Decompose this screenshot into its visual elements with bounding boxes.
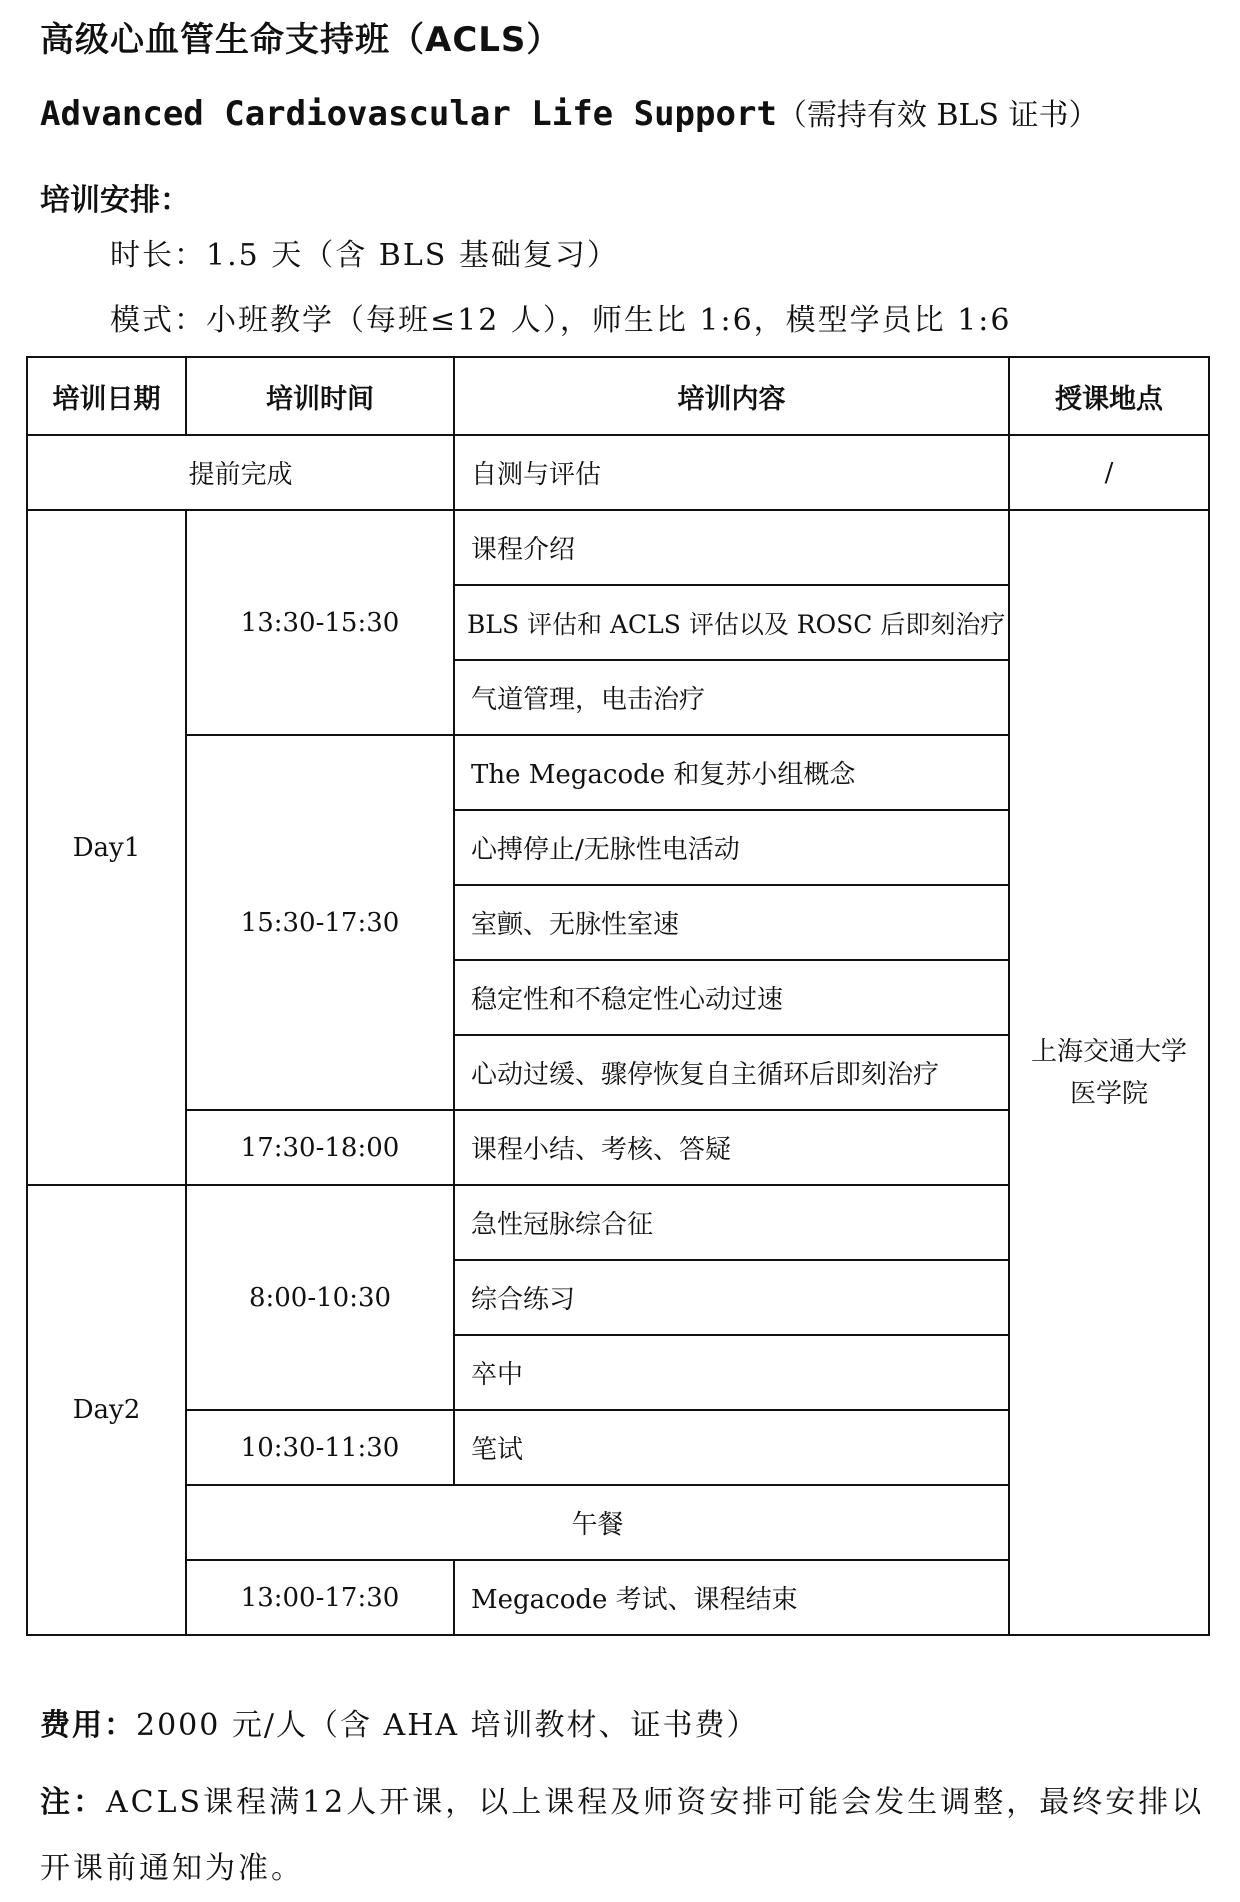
fee-text: 2000 元/人（含 AHA 培训教材、证书费）: [136, 1708, 759, 1743]
day1-slot2-time: 15:30-17:30: [186, 735, 454, 1110]
day1-slot1-item: BLS 评估和 ACLS 评估以及 ROSC 后即刻治疗: [454, 585, 1009, 660]
header-date: 培训日期: [27, 357, 186, 435]
subtitle-english: Advanced Cardiovascular Life Support: [40, 94, 777, 134]
fee-label: 费用：: [40, 1708, 136, 1743]
table-row: [27, 510, 1209, 585]
fee-line: [40, 1700, 759, 1744]
day1-slot2-item: 室颤、无脉性室速: [454, 885, 1009, 960]
notice: [40, 1770, 1210, 1902]
day2-slot3-time: 13:00-17:30: [186, 1560, 454, 1635]
day1-slot3-item: 课程小结、考核、答疑: [454, 1110, 1009, 1185]
duration-line: 时长：1.5 天（含 BLS 基础复习）: [110, 238, 619, 273]
page-title: 高级心血管生命支持班（ACLS）: [40, 20, 562, 60]
day1-label: Day1: [27, 510, 186, 1185]
day1-slot2-item: 稳定性和不稳定性心动过速: [454, 960, 1009, 1035]
day2-slot1-item: 卒中: [454, 1335, 1009, 1410]
day2-slot2-time: 10:30-11:30: [186, 1410, 454, 1485]
pre-label: 提前完成: [27, 435, 454, 510]
subtitle: [40, 90, 1099, 134]
table-row: [27, 435, 1209, 510]
pre-location: /: [1009, 435, 1209, 510]
location-cell: 上海交通大学医学院: [1009, 510, 1209, 1635]
day1-slot1-time: 13:30-15:30: [186, 510, 454, 735]
table-header-row: [27, 357, 1209, 435]
day2-slot1-time: 8:00-10:30: [186, 1185, 454, 1410]
subtitle-note: （需持有效 BLS 证书）: [776, 98, 1099, 133]
day1-slot1-item: 气道管理，电击治疗: [454, 660, 1009, 735]
notice-label: 注：: [40, 1785, 106, 1820]
day1-slot2-item: 心搏停止/无脉性电活动: [454, 810, 1009, 885]
day2-slot1-item: 急性冠脉综合征: [454, 1185, 1009, 1260]
pre-content: 自测与评估: [454, 435, 1009, 510]
lunch-cell: 午餐: [186, 1485, 1009, 1560]
day2-slot3-item: Megacode 考试、课程结束: [454, 1560, 1009, 1635]
day1-slot1-item: 课程介绍: [454, 510, 1009, 585]
header-time: 培训时间: [186, 357, 454, 435]
day2-slot2-item: 笔试: [454, 1410, 1009, 1485]
arrangement-heading: 培训安排：: [40, 183, 190, 218]
header-location: 授课地点: [1009, 357, 1209, 435]
schedule-table: [26, 356, 1210, 1636]
day1-slot3-time: 17:30-18:00: [186, 1110, 454, 1185]
day1-slot2-item: 心动过缓、骤停恢复自主循环后即刻治疗: [454, 1035, 1009, 1110]
mode-line: 模式：小班教学（每班≤12 人），师生比 1:6，模型学员比 1:6: [110, 303, 1012, 338]
header-content: 培训内容: [454, 357, 1009, 435]
notice-text: ACLS课程满12人开课，以上课程及师资安排可能会发生调整，最终安排以开课前通知为准。: [40, 1785, 1205, 1886]
day2-slot1-item: 综合练习: [454, 1260, 1009, 1335]
day1-slot2-item: The Megacode 和复苏小组概念: [454, 735, 1009, 810]
day2-label: Day2: [27, 1185, 186, 1635]
